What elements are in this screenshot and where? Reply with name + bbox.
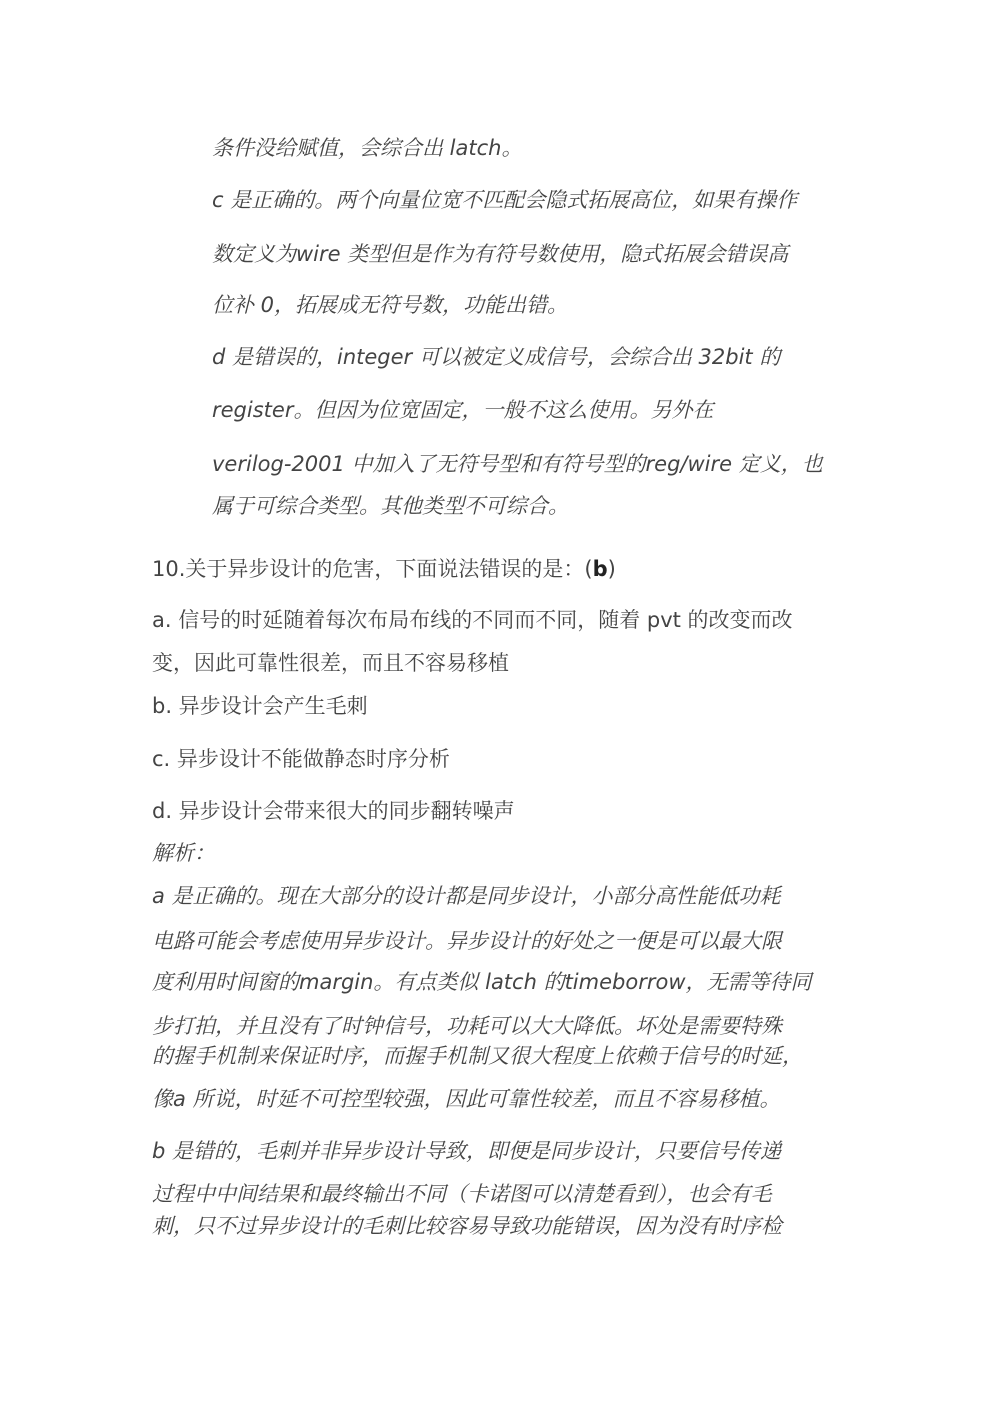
q9-analysis-line: 数定义为wire 类型但是作为有符号数使用，隐式拓展会错误高 [212, 242, 789, 266]
analysis-line: 刺，只不过异步设计的毛刺比较容易导致功能错误，因为没有时序检 [152, 1214, 782, 1238]
q9-analysis-line: register。但因为位宽固定，一般不这么使用。另外在 [212, 398, 714, 422]
q9-analysis-line: 条件没给赋值，会综合出 latch。 [212, 136, 523, 160]
analysis-line: a 是正确的。现在大部分的设计都是同步设计，小部分高性能低功耗 [152, 884, 781, 908]
option-c: c. 异步设计不能做静态时序分析 [152, 747, 450, 771]
analysis-line: 电路可能会考虑使用异步设计。异步设计的好处之一便是可以最大限 [152, 929, 782, 953]
analysis-label: 解析： [152, 841, 215, 865]
question-10-title [152, 555, 616, 583]
q9-analysis-line: 属于可综合类型。其他类型不可综合。 [212, 494, 569, 518]
analysis-line: 像a 所说，时延不可控型较强，因此可靠性较差，而且不容易移植。 [152, 1087, 781, 1111]
question-title-close: ) [607, 557, 616, 581]
option-b: b. 异步设计会产生毛刺 [152, 694, 368, 718]
option-d: d. 异步设计会带来很大的同步翻转噪声 [152, 799, 515, 823]
analysis-line: b 是错的，毛刺并非异步设计导致，即便是同步设计，只要信号传递 [152, 1139, 782, 1163]
question-answer: b [592, 557, 608, 581]
q9-analysis-line: d 是错误的，integer 可以被定义成信号，会综合出 32bit 的 [212, 345, 781, 369]
q9-analysis-line: c 是正确的。两个向量位宽不匹配会隐式拓展高位，如果有操作 [212, 188, 798, 212]
q9-analysis-line: verilog-2001 中加入了无符号型和有符号型的reg/wire 定义，也 [212, 452, 823, 476]
option-a-line: 变，因此可靠性很差，而且不容易移植 [152, 651, 509, 675]
analysis-line: 过程中中间结果和最终输出不同（卡诺图可以清楚看到），也会有毛 [152, 1182, 772, 1206]
analysis-line: 度利用时间窗的margin。有点类似 latch 的timeborrow，无需等待同 [152, 970, 812, 994]
analysis-line: 步打拍，并且没有了时钟信号，功耗可以大大降低。坏处是需要特殊 [152, 1014, 782, 1038]
option-a-line: a. 信号的时延随着每次布局布线的不同而不同，随着 pvt 的改变而改 [152, 608, 793, 632]
q9-analysis-line: 位补 0，拓展成无符号数，功能出错。 [212, 293, 569, 317]
analysis-line: 的握手机制来保证时序，而握手机制又很大程度上依赖于信号的时延， [152, 1044, 803, 1068]
question-title-text: 10.关于异步设计的危害，下面说法错误的是：( [152, 557, 593, 581]
